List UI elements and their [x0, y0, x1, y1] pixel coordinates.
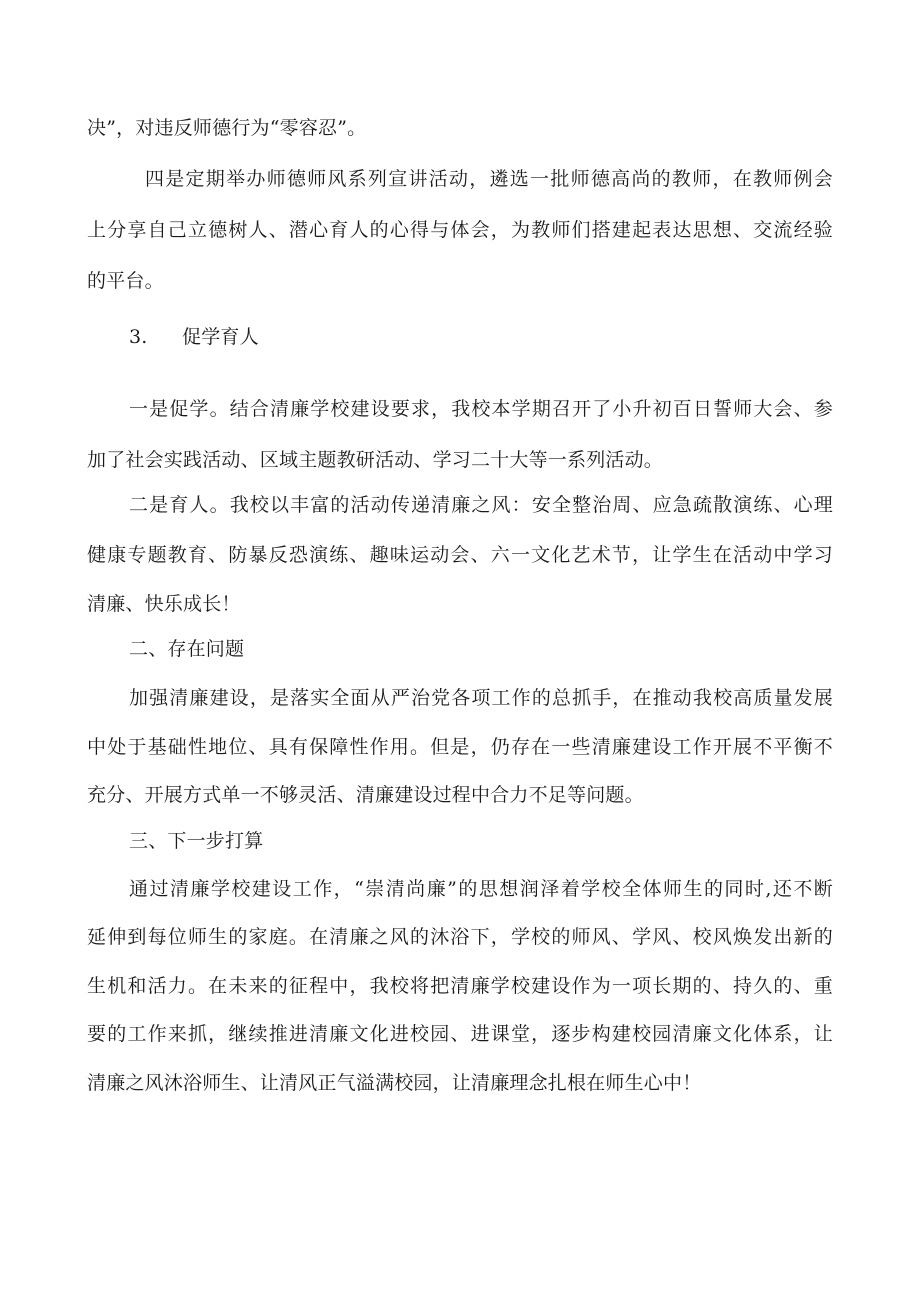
paragraph-line: 加强清廉建设，是落实全面从严治党各项工作的总抓手，在推动我校高质量发展 [129, 687, 833, 709]
section-number: 3. [129, 326, 148, 348]
paragraph-line: 充分、开展方式单一不够灵活、清廉建设过程中合力不足等问题。 [87, 784, 644, 806]
paragraph-line: 一是促学。结合清廉学校建设要求，我校本学期召开了小升初百日誓师大会、参 [129, 398, 833, 420]
paragraph-line: 要的工作来抓，继续推进清廉文化进校园、进课堂，逐步构建校园清廉文化体系，让 [87, 1023, 833, 1045]
paragraph-line: 的平台。 [87, 270, 164, 292]
section-heading: 三、下一步打算 [129, 830, 264, 852]
paragraph-line: 决”，对违反师德行为“零容忍”。 [87, 117, 367, 139]
paragraph-line: 中处于基础性地位、具有保障性作用。但是，仍存在一些清廉建设工作开展不平衡不 [87, 736, 833, 758]
section-heading: 促学育人 [182, 326, 259, 348]
paragraph-line: 健康专题教育、防暴反恐演练、趣味运动会、六一文化艺术节，让学生在活动中学习 [87, 544, 833, 566]
paragraph-line: 延伸到每位师生的家庭。在清廉之风的沐浴下，学校的师风、学风、校风焕发出新的 [87, 926, 833, 948]
paragraph-line: 四是定期举办师德师风系列宣讲活动，遴选一批师德高尚的教师，在教师例会 [145, 168, 833, 190]
paragraph-line: 清廉、快乐成长！ [87, 593, 241, 615]
paragraph-line: 生机和活力。在未来的征程中，我校将把清廉学校建设作为一项长期的、持久的、重 [87, 975, 833, 997]
paragraph-line: 清廉之风沐浴师生、让清风正气溢满校园，让清廉理念扎根在师生心中！ [87, 1072, 702, 1094]
paragraph-line: 二是育人。我校以丰富的活动传递清廉之风：安全整治周、应急疏散演练、心理 [129, 494, 833, 516]
paragraph-line: 通过清廉学校建设工作，“崇清尚廉”的思想润泽着学校全体师生的同时,还不断 [129, 878, 833, 900]
section-heading: 二、存在问题 [129, 638, 245, 660]
paragraph-line: 上分享自己立德树人、潜心育人的心得与体会，为教师们搭建起表达思想、交流经验 [87, 219, 833, 241]
paragraph-line: 加了社会实践活动、区域主题教研活动、学习二十大等一系列活动。 [87, 449, 664, 471]
